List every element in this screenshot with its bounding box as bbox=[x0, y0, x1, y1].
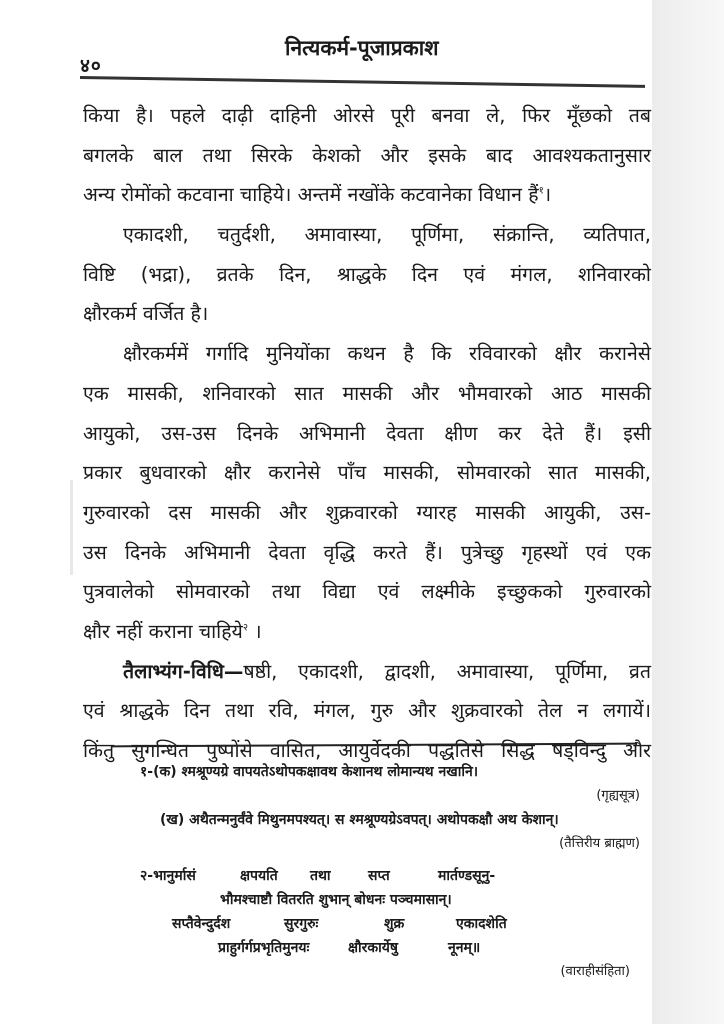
text-line: गुरुवारको दस मासकी और शुक्रवारको ग्यारह मासकी आयुकी, उस- bbox=[83, 500, 651, 524]
text-line: एकादशी, चतुर्दशी, अमावास्या, पूर्णिमा, संक्रान्ति, व्यतिपात, bbox=[123, 223, 651, 247]
verse-line: सप्तैवेन्दुर्दश सुरगुरुः शुक्र एकादशेति bbox=[172, 916, 507, 932]
text-line: किया है। पहले दाढ़ी दाहिनी ओरसे पूरी बनवा ले, फिर मूँछको तब bbox=[83, 104, 651, 127]
text-line: पुत्रवालेको सोमवारको तथा विद्या एवं लक्ष्मीके इच्छुकको गुरुवारको bbox=[83, 580, 651, 604]
footnote-1a: १-(क) श्मश्रूण्यग्रे वापयतेऽथोपकक्षावथ केशानथ लोमान्यथ नखानि। bbox=[140, 764, 479, 780]
section-heading: तैलाभ्यंग-विधि— bbox=[123, 659, 244, 683]
text-line: किंतु सुगन्धित पुष्पोंसे वासित, आयुर्वेदकी पद्धतिसे सिद्ध षड्विन्दु और bbox=[83, 739, 651, 762]
text-line: उस दिनके अभिमानी देवता वृद्धि करते हैं। पुत्रेच्छु गृहस्थों एवं एक bbox=[83, 540, 651, 564]
text-line: अन्य रोमोंको कटवाना चाहिये। अन्तमें नखोंके कटवानेका विधान हैं$^१$। bbox=[83, 183, 552, 207]
text-line: बगलके बाल तथा सिरके केशको और इसके बाद आवश्यकतानुसार bbox=[83, 143, 651, 167]
body-text bbox=[83, 96, 651, 771]
footnotes bbox=[120, 760, 640, 984]
text-line: एक मासकी, शनिवारको सात मासकी और भौमवारको आठ मासकी bbox=[83, 381, 651, 405]
footnote-source: (तैत्तिरीय ब्राह्मण) bbox=[559, 836, 640, 851]
text-line: तैलाभ्यंग-विधि—षष्ठी, एकादशी, द्वादशी, अमावास्या, पूर्णिमा, व्रत bbox=[123, 659, 651, 683]
text-line: आयुको, उस-उस दिनके अभिमानी देवता क्षीण कर देते हैं। इसी bbox=[83, 421, 651, 445]
text-line: प्रकार बुधवारको क्षौर करानेसे पाँच मासकी, सोमवारको सात मासकी, bbox=[83, 461, 651, 485]
footnote-2-verse bbox=[120, 864, 640, 960]
footnote-1b: (ख) अथैतन्मनुर्वंवे मिथुनमपश्यत्। स श्मश्रूण्यग्रेऽवपत्। अथोपकक्षौ अथ केशान्। bbox=[160, 812, 559, 828]
page-margin-edge bbox=[652, 0, 724, 1024]
verse-line: भौमश्चाष्टौ वितरति शुभान् बोधनः पञ्चमासान्। bbox=[220, 892, 452, 908]
footnote-ref[interactable]: १ bbox=[538, 185, 544, 197]
footnote-source: (वाराहीसंहिता) bbox=[560, 964, 630, 979]
text-line: क्षौर नहीं कराना चाहिये$^२$ । bbox=[83, 619, 262, 643]
running-title: नित्यकर्म-पूजाप्रकाश bbox=[285, 36, 439, 60]
text-line: एवं श्राद्धके दिन तथा रवि, मंगल, गुरु और शुक्रवारको तेल न लगायें। bbox=[83, 699, 651, 723]
page-header bbox=[80, 30, 600, 80]
text-line: क्षौरकर्ममें गर्गादि मुनियोंका कथन है कि रविवारको क्षौर करानेसे bbox=[123, 342, 651, 366]
footnote-ref[interactable]: २ bbox=[242, 622, 249, 634]
scan-shadow bbox=[70, 480, 73, 575]
verse-line: २-भानुर्मासं क्षपयति तथा सप्त मार्तण्डसूनु- bbox=[140, 868, 496, 884]
verse-line: प्राहुर्गर्गप्रभृतिमुनयः क्षौरकार्येषु नूनम्॥ bbox=[218, 940, 481, 956]
page-number: ४० bbox=[80, 55, 102, 77]
text-line: क्षौरकर्म वर्जित है। bbox=[83, 302, 209, 326]
text-line: विष्टि (भद्रा), व्रतके दिन, श्राद्धके दिन एवं मंगल, शनिवारको bbox=[83, 262, 651, 286]
footnote-source: (गृह्यसूत्र) bbox=[596, 788, 640, 803]
